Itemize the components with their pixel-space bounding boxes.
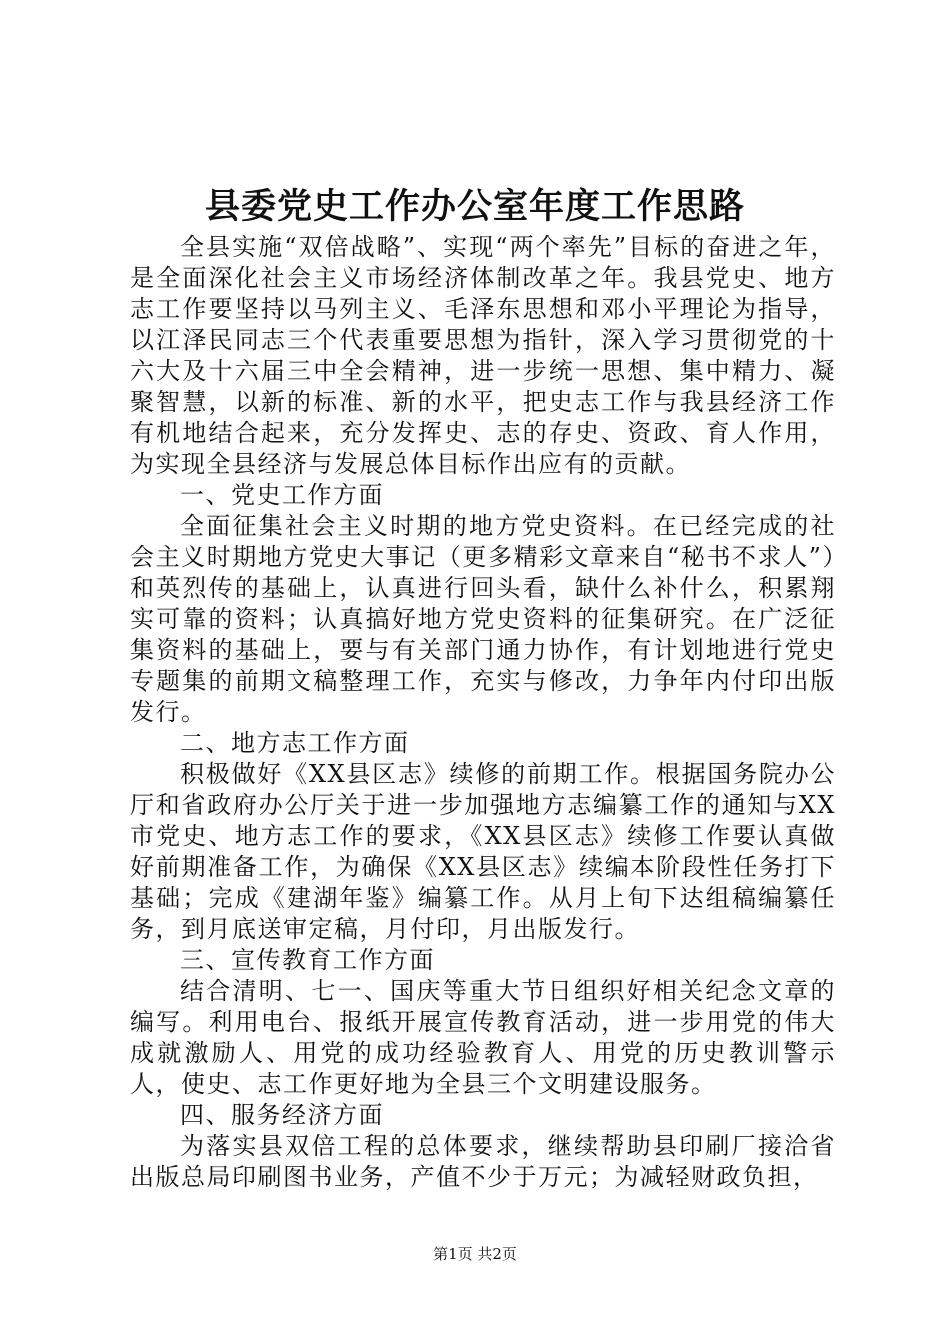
section-paragraph: 积极做好《XX县区志》续修的前期工作。根据国务院办公厅和省政府办公厅关于进一步加强地方志编纂工作的通知与XX市党史、地方志工作的要求，《XX县区志》续修工作要认真做好前期准备工作，为确保《XX县区志》续编本阶段性任务打下基础；完成《建湖年鉴》编纂工作。从月上旬下达组稿编纂任务，到月底送审定稿，月付印，月出版发行。: [130, 760, 836, 943]
page-number-footer: 第1页 共2页: [433, 1245, 517, 1263]
section-paragraph: 全面征集社会主义时期的地方党史资料。在已经完成的社会主义时期地方党史大事记（更多精彩文章来自“秘书不求人”）和英烈传的基础上，认真进行回头看，缺什么补什么，积累翔实可靠的资料；认真搞好地方党史资料的征集研究。在广泛征集资料的基础上，要与有关部门通力协作，有计划地进行党史专题集的前期文稿整理工作，充实与修改，力争年内付印出版发行。: [130, 512, 836, 726]
section-heading: 四、服务经济方面: [180, 1101, 384, 1129]
section-paragraph: 为落实县双倍工程的总体要求，继续帮助县印刷厂接洽省出版总局印刷图书业务，产值不少于万元；为减轻财政负担，: [130, 1132, 836, 1191]
document-body: [130, 232, 836, 1193]
intro-paragraph: 全县实施“双倍战略”、实现“两个率先”目标的奋进之年，是全面深化社会主义市场经济体制改革之年。我县党史、地方志工作要坚持以马列主义、毛泽东思想和邓小平理论为指导，以江泽民同志三个代表重要思想为指针，深入学习贯彻党的十六大及十六届三中全会精神，进一步统一思想、集中精力、凝聚智慧，以新的标准、新的水平，把史志工作与我县经济工作有机地结合起来，充分发挥史、志的存史、资政、育人作用，为实现全县经济与发展总体目标作出应有的贡献。: [130, 233, 836, 478]
document-title: 县委党史工作办公室年度工作思路: [204, 186, 745, 227]
section-heading: 三、宣传教育工作方面: [180, 946, 435, 974]
section-heading: 二、地方志工作方面: [180, 729, 410, 757]
section-paragraph: 结合清明、七一、国庆等重大节日组织好相关纪念文章的编写。利用电台、报纸开展宣传教育活动，进一步用党的伟大成就激励人、用党的成功经验教育人、用党的历史教训警示人，使史、志工作更好地为全县三个文明建设服务。: [130, 977, 836, 1098]
section-heading: 一、党史工作方面: [180, 481, 384, 509]
